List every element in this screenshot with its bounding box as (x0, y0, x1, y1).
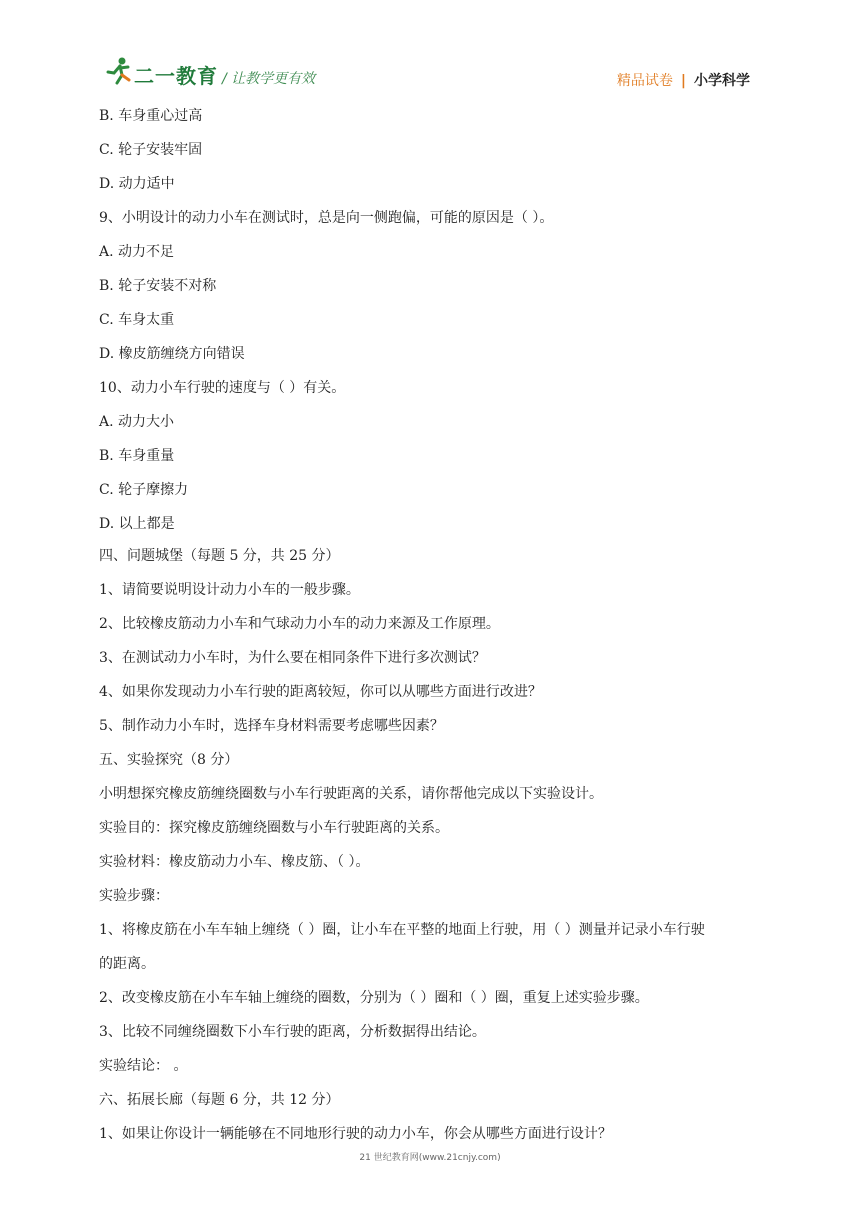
premium-label: 精品试卷 (616, 73, 673, 89)
text-line: D. 橡皮筋缠绕方向错误 (99, 346, 245, 362)
runner-logo-icon (104, 56, 132, 86)
section-heading: 五、实验探究（8 分） (99, 752, 239, 768)
subject-label: 小学科学 (694, 73, 750, 89)
header-tags (617, 70, 750, 90)
text-line: 4、如果你发现动力小车行驶的距离较短，你可以从哪些方面进行改进？ (99, 684, 542, 700)
text-line: A. 动力大小 (99, 414, 175, 430)
question-9: 9、小明设计的动力小车在测试时，总是向一侧跑偏，可能的原因是（ ）。 (99, 210, 554, 226)
section-heading: 四、问题城堡（每题 5 分，共 25 分） (99, 548, 340, 564)
text-line: 2、比较橡皮筋动力小车和气球动力小车的动力来源及工作原理。 (99, 616, 500, 632)
text-line: 2、改变橡皮筋在小车车轴上缠绕的圈数，分别为（ ）圈和（ ）圈，重复上述实验步骤。 (99, 990, 649, 1006)
text-line: C. 车身太重 (99, 312, 175, 328)
page-footer: 21 世纪教育网(www.21cnjy.com) (359, 1153, 501, 1163)
text-line: 的距离。 (99, 956, 155, 972)
text-line: 实验结论： 。 (99, 1058, 188, 1074)
text-line: 小明想探究橡皮筋缠绕圈数与小车行驶距离的关系，请你帮他完成以下实验设计。 (99, 786, 603, 802)
text-line: B. 车身重量 (99, 448, 175, 464)
text-line: A. 动力不足 (99, 244, 175, 260)
text-line: D. 以上都是 (99, 516, 175, 532)
section-heading: 六、拓展长廊（每题 6 分，共 12 分） (99, 1092, 340, 1108)
text-line: B. 车身重心过高 (99, 108, 203, 124)
page-header (0, 0, 860, 100)
text-line: 3、比较不同缠绕圈数下小车行驶的距离，分析数据得出结论。 (99, 1024, 486, 1040)
text-line: 实验步骤： (99, 888, 169, 904)
text-line: C. 轮子摩擦力 (99, 482, 189, 498)
text-line: 5、制作动力小车时，选择车身材料需要考虑哪些因素？ (99, 718, 444, 734)
question-10: 10、动力小车行驶的速度与（ ）有关。 (99, 380, 346, 396)
header-separator: | (680, 73, 686, 89)
text-line: 1、如果让你设计一辆能够在不同地形行驶的动力小车，你会从哪些方面进行设计？ (99, 1126, 612, 1142)
text-line: 1、请简要说明设计动力小车的一般步骤。 (99, 582, 360, 598)
logo-slogan: / 让教学更有效 (222, 71, 316, 87)
text-line: B. 轮子安装不对称 (99, 278, 217, 294)
text-line: 3、在测试动力小车时，为什么要在相同条件下进行多次测试？ (99, 650, 486, 666)
text-line: 1、将橡皮筋在小车车轴上缠绕（ ）圈，让小车在平整的地面上行驶，用（ ）测量并记录小车行驶 (99, 922, 705, 938)
text-line: 实验目的：探究橡皮筋缠绕圈数与小车行驶距离的关系。 (99, 820, 449, 836)
text-line: D. 动力适中 (99, 176, 175, 192)
logo (104, 56, 334, 96)
text-line: 实验材料：橡皮筋动力小车、橡皮筋、（ ）。 (99, 854, 370, 870)
text-line: C. 轮子安装牢固 (99, 142, 203, 158)
logo-text: 二一教育 (134, 64, 218, 88)
